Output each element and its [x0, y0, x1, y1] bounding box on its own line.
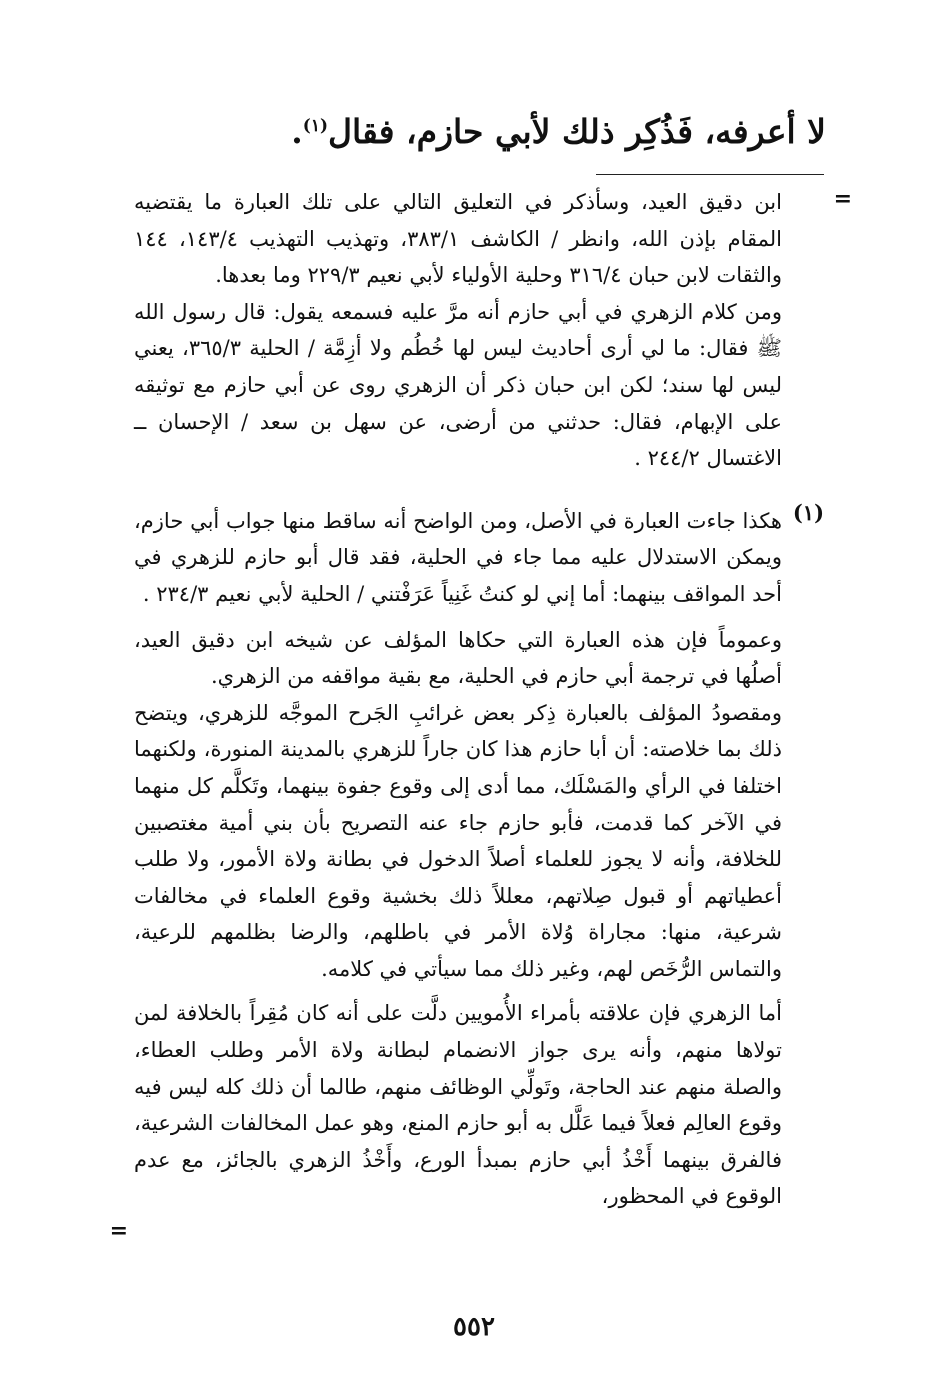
continued-note-paragraph: ابن دقيق العيد، وسأذكر في التعليق التالي على تلك العبارة ما يقتضيه المقام بإذن الله، وانظر / الكاشف ٣٨٣/١، وتهذيب التهذيب ١٤٣/٤، ١٤٤ والثقات لابن حبان ٣١٦/٤ وحلية الأولياء لأبي نعيم ٢٢٩/٣ وما بعدها.: [134, 190, 782, 288]
footnote-reference: (١): [302, 116, 328, 136]
end-continuation-mark: =: [109, 1218, 128, 1244]
footnote-paragraph: هكذا جاءت العبارة في الأصل، ومن الواضح أنه ساقط منها جواب أبي حازم، ويمكن الاستدلال عليه مما جاء في الحلية، فقد قال أبو حازم للزهري في أحد المواقف بينهما: أما إني لو كنتُ غَنِياً عَرَفْتني / الحلية لأبي نعيم ٢٣٤/٣ .: [134, 508, 782, 606]
footnote-paragraph: أما الزهري فإن علاقته بأمراء الأُمويين دلَّت على أنه كان مُقِراً بالخلافة لمن تولاها منهم، وأنه يرى جواز الانضمام لبطانة ولاة الأمر وطلب العطاء، والصلة منهم عند الحاجة، وتَولِّي الوظائف منهم، طالما أن ذلك كله ليس فيه وقوع العالِم فعلاً فيما عَلَّل به أبو حازم المنع، وهو عمل المخالفات الشرعية، فالفرق بينهما أَخْذُ أبي حازم بمبدأ الورع، وأَخْذُ الزهري بالجائز، مع عدم الوقوع في المحظور،: [134, 1001, 783, 1209]
footnote-paragraph: ومقصودُ المؤلف بالعبارة ذِكر بعض غرائبِ الجَرح الموجَّه للزهري، ويتضح ذلك بما خلاصته: أن أبا حازم هذا كان جاراً للزهري بالمدينة المنورة، ولكنهما اختلفا في الرأي والمَسْلَك، مما أدى إلى وقوع جفوة بينهما، وتَكلَّم كل منهما في الآخر كما قدمت، فأبو حازم جاء عنه التصريح بأن بني أمية مغتصبين للخلافة، وأنه لا يجوز للعلماء أصلاً الدخول في بطانة ولاة الأمور، ولا طلب أعطياتهم أو قبول صِلاتهم، معللاً ذلك بخشية وقوع العلماء في مخالفات شرعية، منها: مجاراة وُلاة الأمر في باطلهم، والرضا بظلمهم للرعية، والتماس الرُّخَص لهم، وغير ذلك مما سيأتي في كلامه.: [134, 700, 782, 981]
main-text: لا أعرفه، فَذُكِر ذلك لأبي حازم، فقال: [328, 112, 826, 151]
continuation-mark: =: [833, 186, 852, 212]
continued-note-paragraph: ومن كلام الزهري في أبي حازم أنه مرَّ عليه فسمعه يقول: قال رسول الله ﷺ فقال: ما لي أرى أحاديث ليس لها خُطُم ولا أزِمَّة / الحلية ٣٦٥/٣، يعني ليس لها سند؛ لكن ابن حبان ذكر أن الزهري روى عن أبي حازم مع توثيقه على الإبهام، فقال: حدثني من أرضى، عن سهل بن سعد / الإحسان ــ الاغتسال ٢٤٤/٢ .: [134, 299, 782, 471]
main-text-line: [291, 96, 826, 162]
page-number: ٥٥٢: [453, 1312, 495, 1342]
footnote-number: (١): [792, 500, 824, 525]
main-text-end: .: [291, 112, 303, 151]
footnotes-block: [134, 184, 782, 1215]
footnote-separator: [596, 174, 824, 175]
footnote-paragraph: وعموماً فإن هذه العبارة التي حكاها المؤلف عن شيخه ابن دقيق العيد، أصلُها في ترجمة أبي حازم في الحلية، مع بقية مواقفه من الزهري.: [134, 627, 782, 689]
